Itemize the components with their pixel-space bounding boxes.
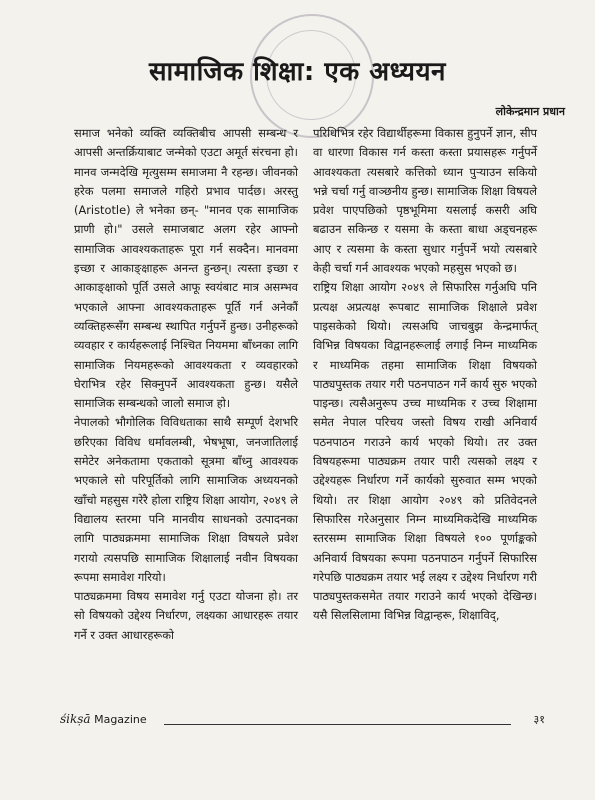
- magazine-brand: [60, 712, 147, 726]
- brand-italic: śikṣā: [60, 712, 91, 726]
- right-column: [313, 124, 537, 626]
- left-column: [74, 124, 298, 645]
- paragraph: परिधिभित्र रहेर विद्यार्थीहरूमा विकास हुनुपर्ने ज्ञान, सीप वा धारणा विकास गर्न कस्ता कस्ता प्रयासहरू गर्नुपर्ने आवश्यकता त्यसबारे कत्तिको ध्यान पुऱ्याउन सकियो भन्ने चर्चा गर्नु वाञ्छनीय हुन्छ। सामाजिक शिक्षा विषयले प्रवेश पाएपछिको पृष्ठभूमिमा यसलाई कसरी अघि बढाउन सकिन्छ र यसमा के कस्ता बाधा अड्चनहरू आए र त्यसमा के कस्ता सुधार गर्नुपर्ने भयो त्यसबारे केही चर्चा गर्न आवश्यक भएको महसुस भएको छ।: [313, 126, 537, 276]
- page-number: ३१: [533, 713, 545, 726]
- brand-rest: Magazine: [90, 713, 147, 726]
- paragraph: पाठ्यक्रममा विषय समावेश गर्नु एउटा योजना हो। तर सो विषयको उद्देश्य निर्धारण, लक्ष्यका आधारहरू तयार गर्ने र उक्त आधारहरूको: [74, 589, 298, 642]
- paragraph: समाज भनेको व्यक्ति व्यक्तिबीच आपसी सम्बन्ध र आपसी अन्तर्क्रियाबाट जन्मेको एउटा अमूर्त संरचना हो। मानव जन्मदेखि मृत्युसम्म समाजमा नै रहन्छ। जीवनको हरेक पलमा समाजले गहिरो प्रभाव पार्दछ। अरस्तु (Aristotle) ले भनेका छन्- "मानव एक सामाजिक प्राणी हो।" उसले समाजबाट अलग रहेर आफ्नो सामाजिक आवश्यकताहरू पूरा गर्न सक्दैन। मानवमा इच्छा र आकाङ्क्षाहरू अनन्त हुन्छन्। त्यस्ता इच्छा र आकाङ्क्षाको पूर्ति उसले आफू स्वयंबाट मात्र असम्भव भएकाले आफ्ना आवश्यकताहरू पूर्ति गर्न अनेकौं व्यक्तिहरूसँग सम्बन्ध स्थापित गर्नुपर्ने हुन्छ। उनीहरूको व्यवहार र कार्यहरूलाई निश्चित नियममा बाँध्नका लागि सामाजिक नियमहरूको आवश्यकता र व्यवहारको घेराभित्र रहेर सिक्नुपर्ने आवश्यकता हुन्छ। यसैले सामाजिक सम्बन्धको जालो समाज हो।: [74, 126, 298, 411]
- paragraph: नेपालको भौगोलिक विविधताका साथै सम्पूर्ण देशभरि छरिएका विविध धर्मावलम्बी, भेषभूषा, जनजातिलाई समेटेर अनेकतामा एकताको सूत्रमा बाँध्नु आवश्यक भएकाले सो परिपूर्तिको लागि सामाजिक अध्ययनको खाँचो महसुस गरेरै होला राष्ट्रिय शिक्षा आयोग, २०४९ ले विद्यालय स्तरमा पनि मानवीय साधनको उत्पादनका लागि पाठ्यक्रममा सामाजिक शिक्षा विषयले प्रवेश गरायो त्यसपछि सामाजिक शिक्षालाई नवीन विषयका रूपमा समावेश गरियो।: [74, 415, 298, 584]
- article-title: सामाजिक शिक्षा: एक अध्ययन: [148, 57, 446, 87]
- paragraph: राष्ट्रिय शिक्षा आयोग २०४९ ले सिफारिस गर्नुअघि पनि प्रत्यक्ष अप्रत्यक्ष रूपबाट सामाजिक शिक्षाले प्रवेश पाइसकेको थियो। त्यसअघि जाचबुझ केन्द्रमार्फत् विभिन्न विषयका विद्वानहरूलाई लगाई निम्न माध्यमिक र माध्यमिक तहमा सामाजिक शिक्षा विषयको पाठ्यपुस्तक तयार गरी पठनपाठन गर्ने कार्य सुरु भएको पाइन्छ। त्यसैअनुरूप उच्च माध्यमिक र उच्च शिक्षामा समेत नेपाल परिचय जस्तो विषय राखी अनिवार्य पठनपाठन गराउने कार्य भएको थियो। तर उक्त विषयहरूमा पाठ्यक्रम तयार पारी त्यसको लक्ष्य र उद्देश्यहरू निर्धारण गर्ने कार्यको सुरुवात सम्म भएको थियो। तर शिक्षा आयोग २०४९ को प्रतिवेदनले सिफारिस गरेअनुसार निम्न माध्यमिकदेखि माध्यमिक स्तरसम्म सामाजिक शिक्षा विषयले १०० पूर्णाङ्कको अनिवार्य विषयका रूपमा पठनपाठन गर्नुपर्ने सिफारिस गरेपछि पाठ्यक्रम तयार भई लक्ष्य र उद्देश्य निर्धारण गरी पाठ्यपुस्तकसमेत तयार गराउने कार्य भएको देखिन्छ। यसै सिलसिलामा विभिन्न विद्वान्हरू, शिक्षाविद्,: [313, 280, 537, 623]
- footer-rule: [164, 724, 511, 725]
- article-author: लोकेन्द्रमान प्रधान: [495, 105, 565, 118]
- page-footer: [60, 712, 545, 730]
